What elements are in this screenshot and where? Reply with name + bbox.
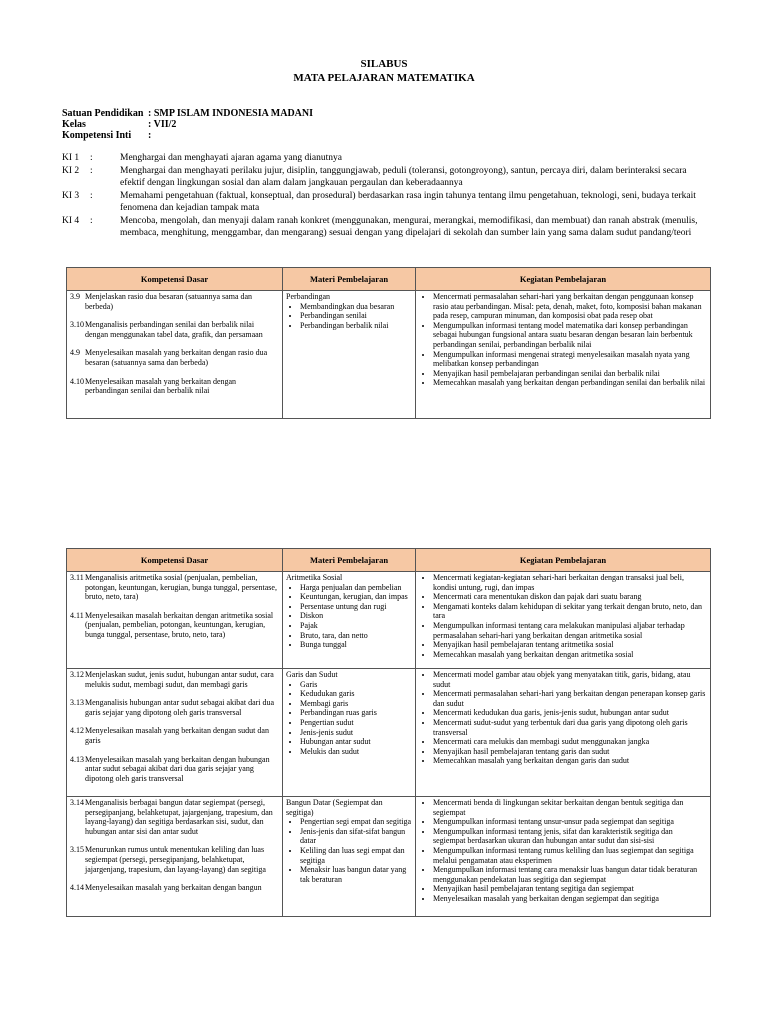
kegiatan-item: • Menyajikan hasil pembelajaran perbandingan senilai dan berbalik nilai (433, 369, 707, 379)
materi-item: • Pajak (300, 621, 412, 631)
kd-text: Menganalisis perbandingan senilai dan berbalik nilai dengan menggunakan tabel data, grafik, dan persamaan (85, 320, 263, 339)
kegiatan-item: • Mencermati cara melukis dan membagi sudut menggunakan jangka (433, 737, 707, 747)
materi-item: • Bruto, tara, dan netto (300, 631, 412, 641)
table-header-row (67, 268, 711, 291)
table-row (67, 291, 711, 419)
ki-colon: : (90, 153, 93, 163)
kegiatan-item: • Mencermati sudut-sudut yang terbentuk dari dua garis yang dipotong oleh garis transversal (433, 718, 707, 737)
kegiatan-item: • Menyajikan hasil pembelajaran tentang segitiga dan segiempat (433, 884, 707, 894)
kegiatan-item: • Mencermati model gambar atau objek yang menyatakan titik, garis, bidang, atau sudut (433, 670, 707, 689)
ki-code: KI 2 (62, 165, 80, 176)
kd-cell (67, 669, 283, 797)
ki-text: Memahami pengetahuan (faktual, konseptual, dan prosedural) berdasarkan rasa ingin tahunya tentang ilmu pengetahuan, teknologi, seni, budaya terkait fenomena dan kejadian tampak mata (120, 190, 696, 213)
kd-text: Menyelesaikan masalah yang berkaitan dengan sudut dan garis (85, 726, 269, 745)
materi-item: • Garis (300, 680, 412, 690)
header-kegiatan: Kegiatan Pembelajaran (416, 268, 711, 291)
kegiatan-cell (416, 291, 711, 419)
kd-text: Menyelesaikan masalah yang berkaitan dengan rasio dua besaran (satuannya sama dan berbeda) (85, 348, 268, 367)
header-materi: Materi Pembelajaran (283, 268, 416, 291)
materi-item: • Membandingkan dua besaran (300, 302, 412, 312)
kegiatan-item: • Mencermati benda di lingkungan sekitar berkaitan dengan bentuk segitiga dan segiempat (433, 798, 707, 817)
ki-colon: : (90, 190, 93, 201)
kd-item (70, 798, 279, 836)
kd-item (70, 670, 279, 689)
materi-cell (283, 669, 416, 797)
kd-text: Menyelesaikan masalah yang berkaitan dengan bangun (85, 883, 262, 893)
kd-item (70, 726, 279, 745)
materi-item: • Pengertian segi empat dan segitiga (300, 817, 412, 827)
ki-text: Menghargai dan menghayati ajaran agama yang dianutnya (120, 153, 342, 163)
materi-item: • Keuntungan, kerugian, dan impas (300, 592, 412, 602)
kd-item (70, 348, 279, 367)
kegiatan-item: • Mengumpulkan informasi tentang rumus keliling dan luas segiempat dan segitiga melalui pengamatan atau eksperimen (433, 846, 707, 865)
kompetensi-inti-list (62, 152, 712, 240)
header-kompetensi-dasar: Kompetensi Dasar (67, 549, 283, 572)
kd-text: Menjelaskan rasio dua besaran (satuannya sama dan berbeda) (85, 292, 253, 311)
kegiatan-item: • Mengumpulkan informasi tentang cara menaksir luas bangun datar tidak beraturan menggunakan pendekatan luas segitiga dan segiempat (433, 865, 707, 884)
kd-item (70, 845, 279, 874)
kd-item (70, 377, 279, 396)
kd-cell (67, 572, 283, 669)
header-materi: Materi Pembelajaran (283, 549, 416, 572)
materi-cell (283, 291, 416, 419)
materi-title: Perbandingan (286, 292, 330, 301)
syllabus-table-1 (66, 267, 711, 419)
meta-value: : (148, 130, 152, 141)
ki-code: KI 4 (62, 215, 80, 226)
kd-number: 4.13 (70, 754, 84, 764)
kd-text: Menganalisis hubungan antar sudut sebagai akibat dari dua garis sejajar yang dipotong oleh garis transversal (85, 698, 275, 717)
table-row (67, 572, 711, 669)
kd-number: 3.10 (70, 320, 84, 330)
kegiatan-item: • Mencermati kedudukan dua garis, jenis-jenis sudut, hubungan antar sudut (433, 708, 707, 718)
materi-item: • Jenis-jenis sudut (300, 728, 412, 738)
ki-row (62, 190, 712, 215)
ki-row (62, 152, 712, 165)
materi-title: Bangun Datar (Segiempat dan segitiga) (286, 798, 383, 817)
meta-label: Kelas (62, 119, 86, 130)
ki-row (62, 165, 712, 190)
kd-text: Menyelesaikan masalah yang berkaitan dengan perbandingan senilai dan berbalik nilai (85, 376, 237, 396)
kegiatan-item: • Memecahkan masalah yang berkaitan dengan aritmetika sosial (433, 650, 707, 660)
ki-code: KI 1 (62, 153, 80, 163)
header-kompetensi-dasar: Kompetensi Dasar (67, 268, 283, 291)
ki-colon: : (90, 215, 93, 226)
materi-item: • Melukis dan sudut (300, 747, 412, 757)
kd-item (70, 698, 279, 717)
kd-text: Menganalisis berbagai bangun datar segiempat (persegi, persegipanjang, belahketupat, jajargenjang, trapesium, dan layang-layang) dan segitiga berdasarkan sisi, sudut, dan hubungan antar sisi dan antar sudut (85, 798, 273, 836)
kd-number: 4.10 (70, 376, 84, 386)
kegiatan-item: • Mengumpulkan informasi tentang jenis, sifat dan karakteristik segitiga dan segiempat berdasarkan ukuran dan hubungan antar sudut dan sisi-sisi (433, 827, 707, 846)
kd-cell (67, 291, 283, 419)
table-row (67, 669, 711, 797)
kd-number: 4.12 (70, 726, 84, 736)
table-header-row (67, 549, 711, 572)
kegiatan-item: • Mengumpulkan informasi tentang cara melakukan manipulasi aljabar terhadap permasalahan sehari-hari yang berkaitan dengan aritmetika sosial (433, 621, 707, 640)
document-subtitle: MATA PELAJARAN MATEMATIKA (293, 72, 475, 84)
kegiatan-item: • Mengumpulkan informasi tentang unsur-unsur pada segiempat dan segitiga (433, 817, 707, 827)
kd-number: 3.15 (70, 845, 84, 855)
kegiatan-item: • Menyajikan hasil pembelajaran tentang garis dan sudut (433, 747, 707, 757)
ki-text: Mencoba, mengolah, dan menyaji dalam ranah konkret (menggunakan, mengurai, merangkai, memodifikasi, dan membuat) dan ranah abstrak (menulis, membaca, menghitung, menggambar, dan mengarang) sesuai dengan yang dipelajari di sekolah dan sumber lain yang sama dalam sudut pandang/teori (120, 215, 698, 238)
kd-number: 3.14 (70, 798, 84, 807)
kd-item (70, 573, 279, 602)
materi-item: • Diskon (300, 611, 412, 621)
kegiatan-item: • Memecahkan masalah yang berkaitan dengan perbandingan senilai dan berbalik nilai (433, 378, 707, 388)
kd-cell (67, 797, 283, 917)
materi-item: • Perbandingan berbalik nilai (300, 321, 412, 331)
meta-value: : SMP ISLAM INDONESIA MADANI (148, 108, 314, 119)
kegiatan-item: • Mengamati konteks dalam kehidupan di sekitar yang terkait dengan bruto, neto, dan tara (433, 602, 707, 621)
ki-text: Menghargai dan menghayati perilaku jujur, disiplin, tanggungjawab, peduli (toleransi, gotongroyong), santun, percaya diri, dalam berinteraksi secara efektif dengan lingkungan sosial dan alam dalam jangkauan pergaulan dan keberadaannya (120, 165, 687, 188)
materi-item: • Kedudukan garis (300, 689, 412, 699)
materi-cell (283, 797, 416, 917)
materi-item: • Harga penjualan dan pembelian (300, 583, 412, 593)
materi-item: • Bunga tunggal (300, 640, 412, 650)
kd-item (70, 755, 279, 784)
kd-item (70, 611, 279, 640)
kegiatan-cell (416, 797, 711, 917)
kegiatan-cell (416, 669, 711, 797)
materi-item: • Hubungan antar sudut (300, 737, 412, 747)
kegiatan-cell (416, 572, 711, 669)
materi-item: • Perbandingan ruas garis (300, 708, 412, 718)
kd-item (70, 883, 279, 893)
materi-title: Aritmetika Sosial (286, 573, 343, 582)
kegiatan-item: • Mencermati permasalahan sehari-hari yang berkaitan dengan penerapan konsep garis dan sudut (433, 689, 707, 708)
kd-text: Menganalisis aritmetika sosial (penjualan, pembelian, potongan, keuntungan, kerugian, bunga tunggal, persentase, bruto, neto, tara) (85, 573, 277, 602)
kd-number: 4.14 (70, 883, 84, 893)
materi-item: • Jenis-jenis dan sifat-sifat bangun datar (300, 827, 412, 846)
materi-item: • Perbandingan senilai (300, 311, 412, 321)
kegiatan-item: • Mengumpulkan informasi tentang model matematika dari konsep perbandingan sebagai hubungan fungsional antara suatu besaran dengan besaran lain berbentuk perbandingan senilai, perbandingan berbalik nilai (433, 321, 707, 350)
document-title: SILABUS (360, 58, 408, 70)
kegiatan-item: • Mencermati permasalahan sehari-hari yang berkaitan dengan penggunaan konsep rasio atau perbandingan. Misal: peta, denah, maket, foto, komposisi bahan makanan pada resep, campuran minuman, dan komposisi obat pada resep obat (433, 292, 707, 321)
kd-number: 3.13 (70, 698, 84, 708)
meta-row-school (62, 108, 313, 119)
header-kegiatan: Kegiatan Pembelajaran (416, 549, 711, 572)
kegiatan-item: • Mencermati cara menentukan diskon dan pajak dari suatu barang (433, 592, 707, 602)
kd-text: Menyelesaikan masalah berkaitan dengan aritmetika sosial (penjualan, pembelian, potongan, keuntungan, kerugian, bunga tunggal, persentase, bruto, neto, tara) (85, 610, 274, 639)
ki-colon: : (90, 165, 93, 176)
materi-item: • Menaksir luas bangun datar yang tak beraturan (300, 865, 412, 884)
kd-item (70, 292, 279, 311)
ki-row (62, 215, 712, 240)
meta-label: Satuan Pendidikan (62, 108, 144, 119)
meta-row-ki (62, 130, 151, 141)
kegiatan-item: • Mengumpulkan informasi mengenai strategi menyelesaikan masalah nyata yang melibatkan konsep perbandingan (433, 350, 707, 369)
meta-label: Kompetensi Inti (62, 130, 132, 141)
kegiatan-item: • Menyajikan hasil pembelajaran tentang aritmetika sosial (433, 640, 707, 650)
kd-number: 3.12 (70, 670, 84, 679)
materi-cell (283, 572, 416, 669)
meta-row-class (62, 119, 176, 130)
kegiatan-item: • Memecahkan masalah yang berkaitan dengan garis dan sudut (433, 756, 707, 766)
kd-number: 3.11 (70, 573, 84, 582)
kd-number: 4.11 (70, 610, 84, 620)
kd-text: Menjelaskan sudut, jenis sudut, hubungan antar sudut, cara melukis sudut, membagi sudut, dan membagi garis (85, 670, 274, 689)
kd-text: Menyelesaikan masalah yang berkaitan dengan hubungan antar sudut sebagai akibat dari dua garis sejajar yang dipotong oleh garis transversal (85, 754, 270, 783)
syllabus-table-2 (66, 548, 711, 917)
materi-item: • Keliling dan luas segi empat dan segitiga (300, 846, 412, 865)
materi-title: Garis dan Sudut (286, 670, 338, 679)
kegiatan-item: • Mencermati kegiatan-kegiatan sehari-hari berkaitan dengan transaksi jual beli, kondisi untung, rugi, dan impas (433, 573, 707, 592)
materi-item: • Pengertian sudut (300, 718, 412, 728)
materi-item: • Membagi garis (300, 699, 412, 709)
table-row (67, 797, 711, 917)
meta-value: : VII/2 (148, 119, 177, 130)
kegiatan-item: • Menyelesaikan masalah yang berkaitan dengan segiempat dan segitiga (433, 894, 707, 904)
ki-code: KI 3 (62, 190, 80, 201)
kd-number: 3.9 (70, 292, 80, 301)
materi-item: • Persentase untung dan rugi (300, 602, 412, 612)
kd-number: 4.9 (70, 348, 80, 358)
kd-text: Menurunkan rumus untuk menentukan keliling dan luas segiempat (persegi, persegipanjang, belahketupat, jajargenjang, trapesium, dan layang-layang) dan segitiga (85, 845, 266, 874)
kd-item (70, 320, 279, 339)
